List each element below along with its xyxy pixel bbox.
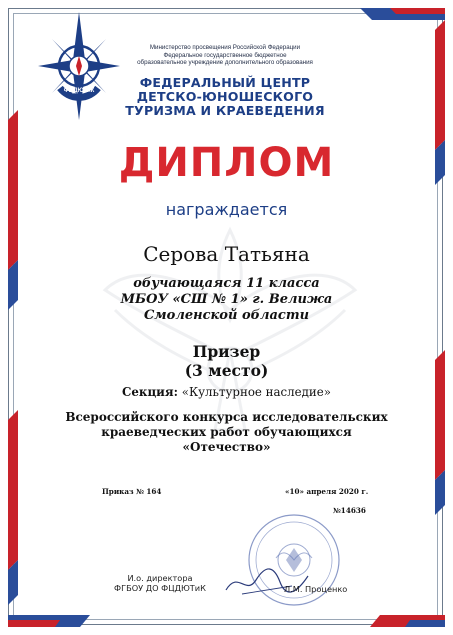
ministry-line: образовательное учреждение дополнительного образования [137,59,313,67]
signer-name: Л.М. Проценко [284,584,348,594]
logo-text: ФЦДЮТиК [63,88,95,94]
school-line: обучающаяся 11 класса [133,276,320,291]
center-logo-icon [38,10,120,122]
signature-icon [222,560,312,600]
school-block [100,276,353,324]
recipient-name: Серова Татьяна [143,242,310,266]
ministry-line: Федеральное государственное бюджетное [163,51,287,59]
director-title [110,573,210,593]
ministry-block [110,44,340,67]
section-value: «Культурное наследие» [181,385,331,399]
contest-block [60,410,393,455]
section-line [0,385,453,399]
contest-line: краеведческих работ обучающихся «Отечество» [101,425,352,454]
school-line: Смоленской области [143,308,310,323]
place-line: Призер [192,342,261,361]
order-number: Приказ № 164 [102,487,162,496]
registration-number: №14636 [333,506,366,515]
place-line: (3 место) [184,361,269,380]
director-line: ФГБОУ ДО ФЦДЮТиК [114,583,206,593]
ministry-line: Министерство просвещения Российской Федерации [149,44,301,51]
section-label: Секция: [122,385,178,399]
org-title-line: ФЕДЕРАЛЬНЫЙ ЦЕНТР [139,75,311,90]
diploma-title: ДИПЛОМ [118,140,335,186]
school-line: МБОУ «СШ № 1» г. Велижа [120,292,333,307]
org-title-line: ТУРИЗМА И КРАЕВЕДЕНИЯ [125,103,325,119]
org-title [110,76,340,119]
issue-date: «10» апреля 2020 г. [285,487,369,496]
contest-line: Всероссийского конкурса исследовательских [65,410,388,424]
awarded-label: награждается [165,200,288,219]
place-block [0,342,453,380]
director-line: И.о. директора [127,573,193,583]
org-title-line: ДЕТСКО-ЮНОШЕСКОГО [136,89,314,105]
